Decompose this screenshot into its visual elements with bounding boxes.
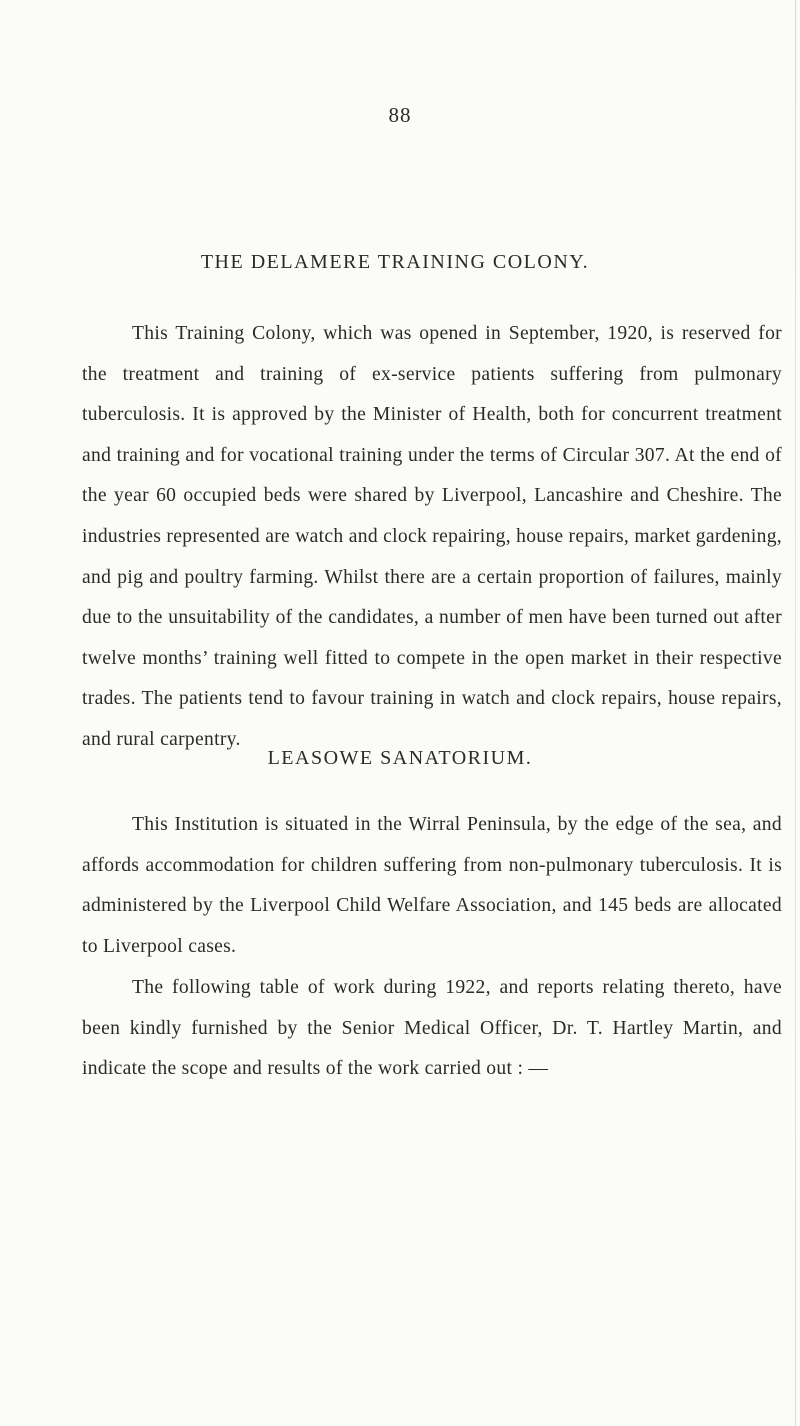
page-edge: [795, 0, 796, 1426]
paragraph-leasowe: This Institution is situated in the Wirral Peninsula, by the edge of the sea, and affords accommodation for children suffering from non-pulmonary tuberculosis. It is administered by the Liverpool Child Welfare Association, and 145 beds are allocated to Liverpool cases.: [82, 814, 782, 957]
paragraph-table-intro: The following table of work during 1922, and reports relating thereto, have been kindly furnished by the Senior Medical Officer, Dr. T. Hartley Martin, and indicate the scope and results of the work carried out : —: [82, 977, 782, 1080]
paragraph-delamere: This Training Colony, which was opened in September, 1920, is reserved for the treatment and training of ex-service patients suffering from pulmonary tuberculosis. It is approved by the Minister of Health, both for concurrent treatment and training and for vocational training under the terms of Circular 307. At the end of the year 60 occupied beds were shared by Liverpool, Lancashire and Cheshire. The industries represented are watch and clock repairing, house repairs, market gardening, and pig and poultry farming. Whilst there are a certain proportion of failures, mainly due to the unsuitability of the candidates, a number of men have been turned out after twelve months’ training well fitted to compete in the open market in their respective trades. The patients tend to favour training in watch and clock repairs, house repairs, and rural carpentry.: [82, 323, 782, 750]
section-heading-delamere: THE DELAMERE TRAINING COLONY.: [200, 251, 590, 273]
section-heading-leasowe: LEASOWE SANATORIUM.: [267, 747, 533, 769]
page-number: 88: [388, 103, 412, 127]
